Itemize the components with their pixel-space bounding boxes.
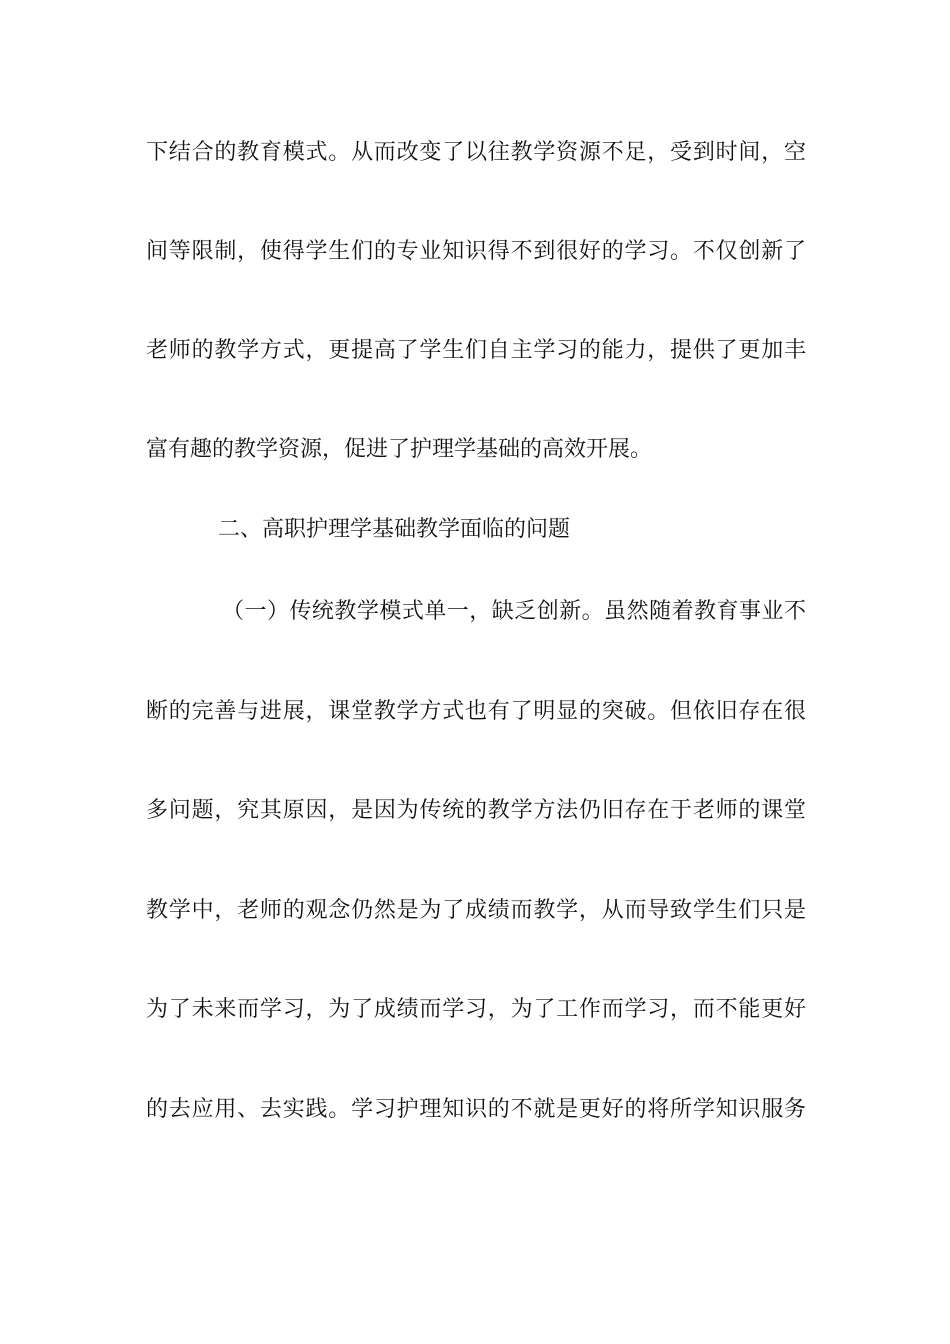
paragraph-line-6: 的去应用、去实践。学习护理知识的不就是更好的将所学知识服务 <box>146 1097 806 1122</box>
paragraph-line-5: 为了未来而学习，为了成绩而学习，为了工作而学习，而不能更好 <box>146 997 806 1022</box>
section-heading: 二、高职护理学基础教学面临的问题 <box>218 517 571 542</box>
body-text-line-1: 下结合的教育模式。从而改变了以往教学资源不足，受到时间，空 <box>146 140 806 165</box>
paragraph-line-4: 教学中，老师的观念仍然是为了成绩而教学，从而导致学生们只是 <box>146 898 806 923</box>
paragraph-line-2: 断的完善与进展，课堂教学方式也有了明显的突破。但依旧存在很 <box>146 699 806 724</box>
body-text-line-3: 老师的教学方式，更提高了学生们自主学习的能力，提供了更加丰 <box>146 338 806 363</box>
paragraph-line-3: 多问题，究其原因，是因为传统的教学方法仍旧存在于老师的课堂 <box>146 798 806 823</box>
body-text-line-2: 间等限制，使得学生们的专业知识得不到很好的学习。不仅创新了 <box>146 239 806 264</box>
paragraph-line-1: （一）传统教学模式单一，缺乏创新。虽然随着教育事业不 <box>222 599 806 624</box>
body-text-line-4: 富有趣的教学资源，促进了护理学基础的高效开展。 <box>146 437 653 462</box>
